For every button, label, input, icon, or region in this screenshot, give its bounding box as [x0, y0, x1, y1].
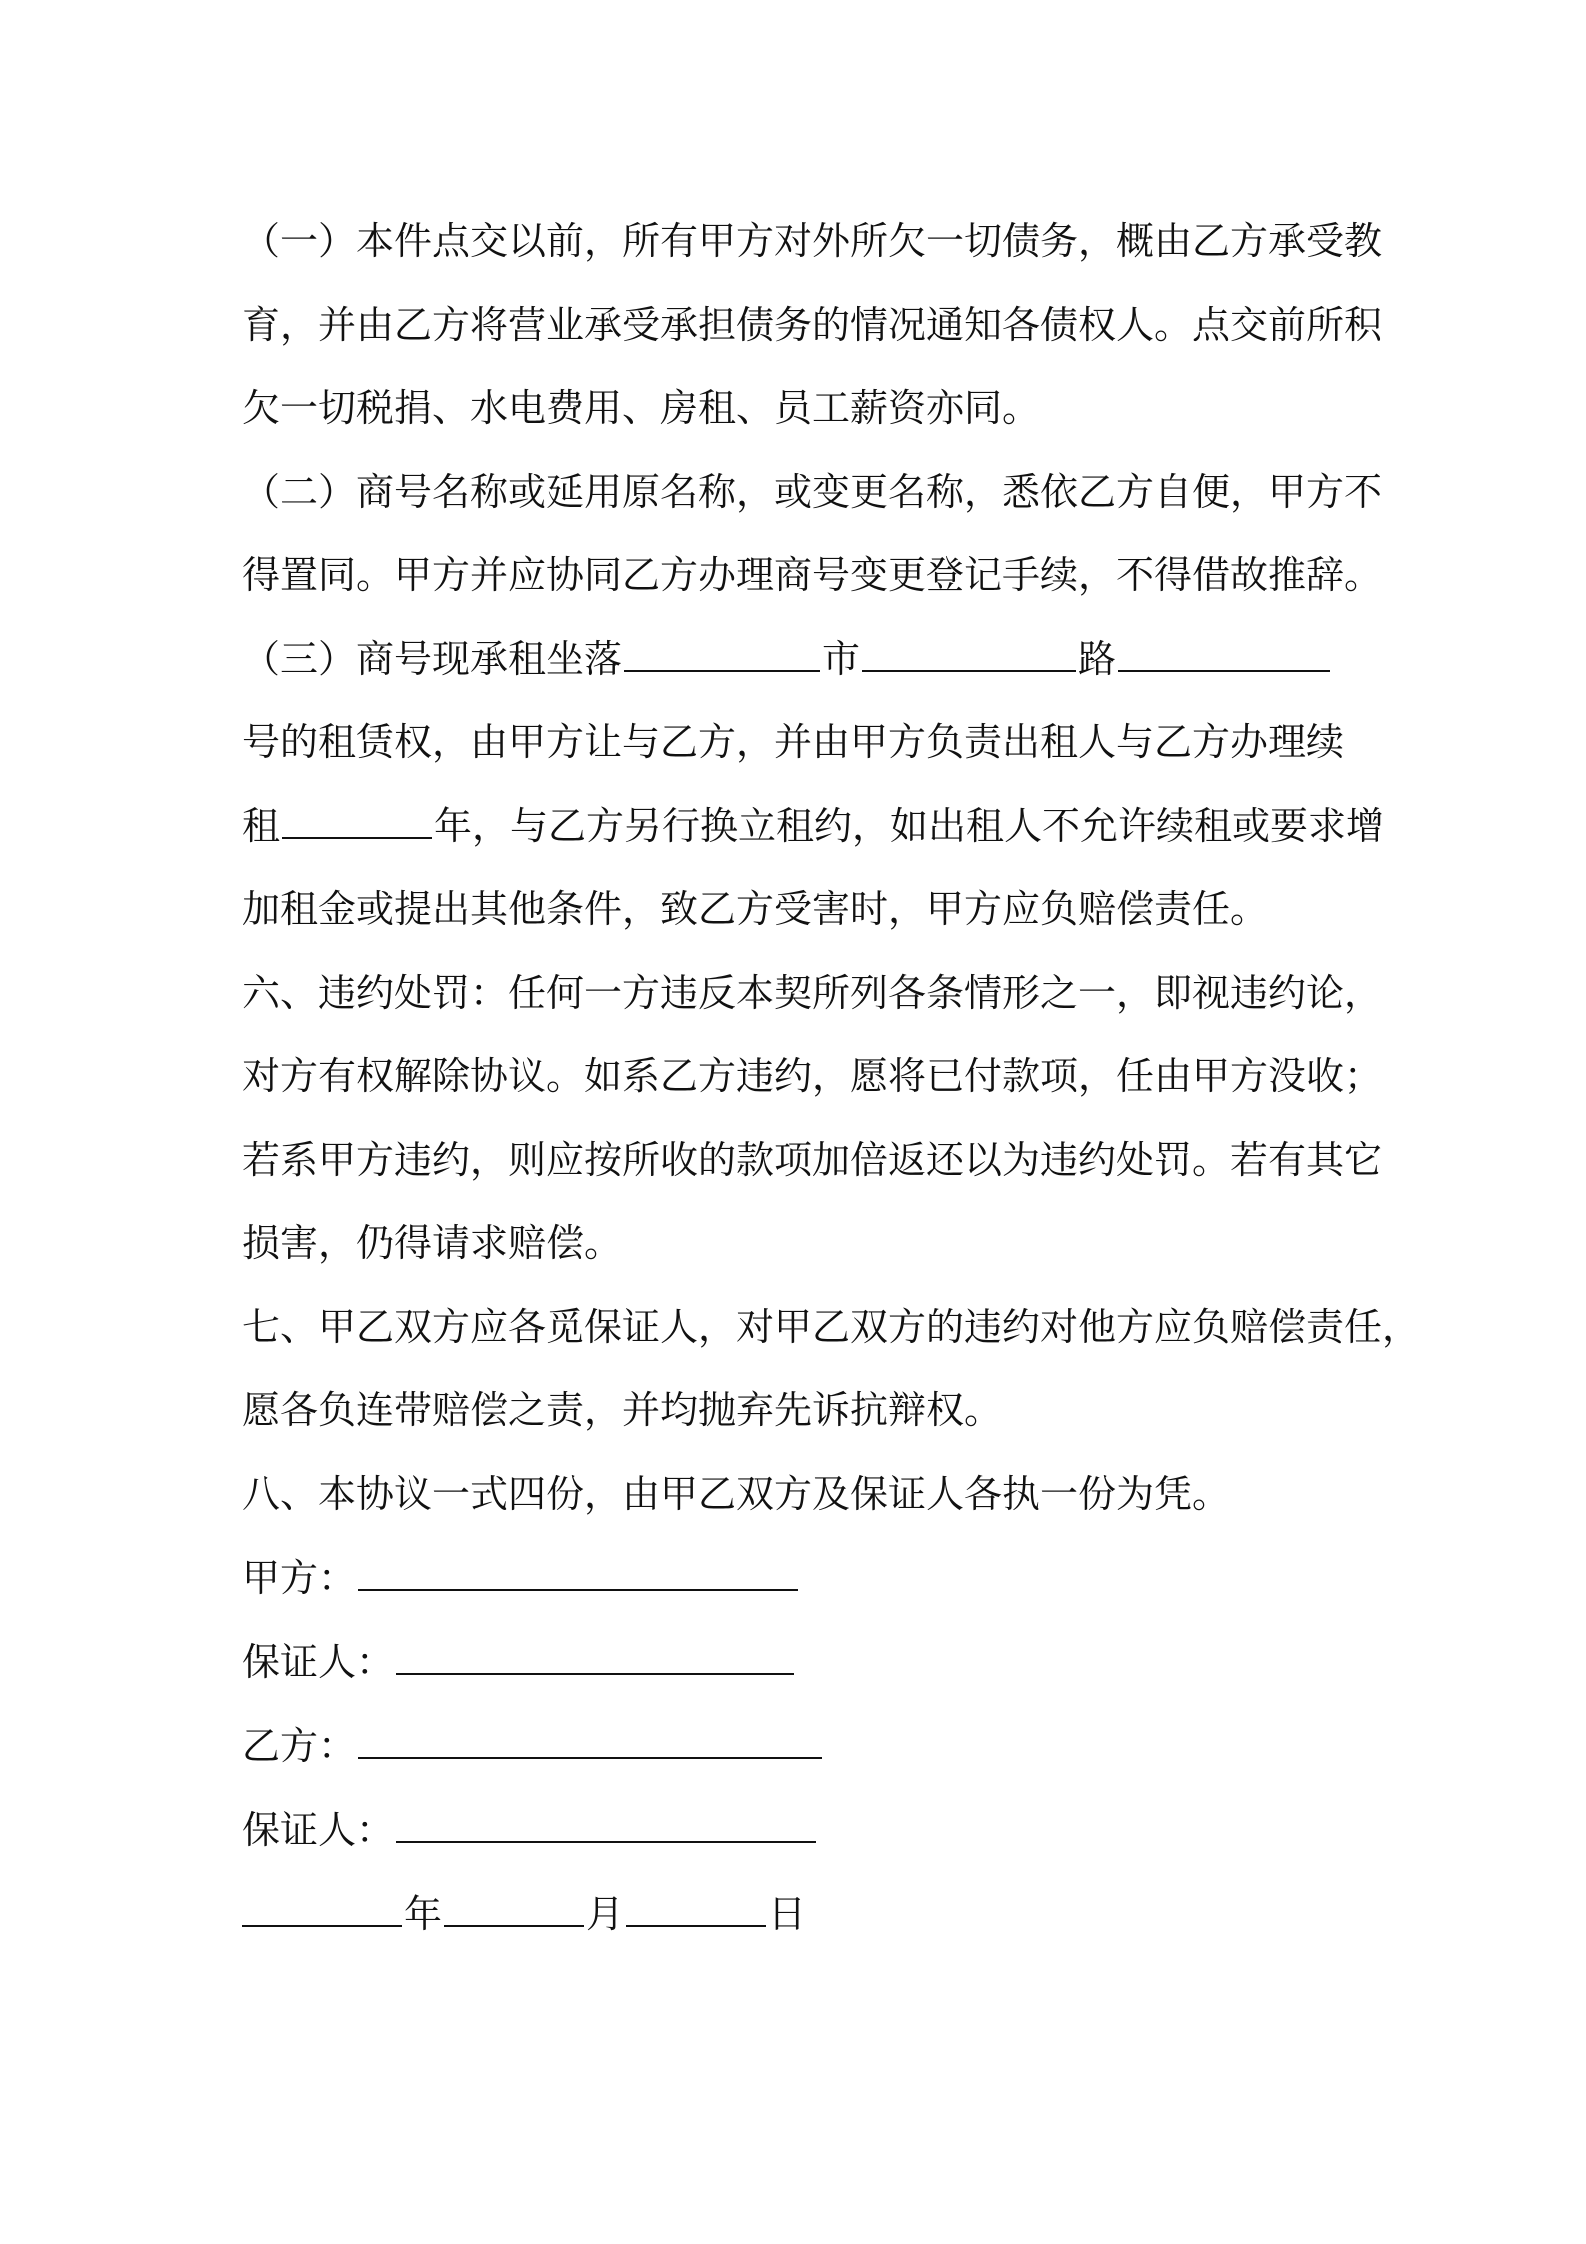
clause-7-line-2: 愿各负连带赔偿之责，并均抛弃先诉抗辩权。 — [242, 1388, 1003, 1432]
number-blank — [1118, 640, 1330, 672]
clause-6-line-3: 若系甲方违约，则应按所收的款项加倍返还以为违约处罚。若有其它 — [242, 1137, 1383, 1182]
guarantor-a-label: 保证人： — [242, 1640, 395, 1684]
guarantor-b-label: 保证人： — [242, 1808, 395, 1852]
month-label: 月 — [586, 1892, 625, 1936]
road-blank — [862, 640, 1076, 672]
year-blank[interactable] — [242, 1895, 402, 1927]
party-a-label: 甲方： — [242, 1556, 357, 1600]
city-blank — [624, 640, 820, 672]
day-label: 日 — [768, 1892, 807, 1936]
guarantor-b-signature — [242, 1788, 1362, 1872]
guarantor-b-blank[interactable] — [396, 1811, 816, 1843]
guarantor-a-blank[interactable] — [396, 1643, 794, 1675]
contract-page — [242, 200, 1421, 1956]
party-a-signature — [242, 1536, 1362, 1620]
clause-6-line-4: 损害，仍得请求赔偿。 — [242, 1221, 623, 1265]
clause-6-line-2: 对方有权解除协议。如系乙方违约，愿将已付款项，任由甲方没收； — [242, 1054, 1383, 1098]
guarantor-a-signature — [242, 1620, 1362, 1704]
date-line — [242, 1872, 1362, 1956]
party-b-label: 乙方： — [242, 1724, 357, 1768]
city-label: 市 — [822, 636, 861, 681]
clause-8-line-1: 八、本协议一式四份，由甲乙双方及保证人各执一份为凭。 — [242, 1471, 1231, 1516]
clause-3-line-3 — [242, 785, 1385, 869]
year-label: 年 — [404, 1892, 443, 1936]
clause-1-line-2: 育，并由乙方将营业承受承担债务的情况通知各债权人。点交前所积 — [242, 302, 1383, 347]
clause-2-line-1: （二）商号名称或延用原名称，或变更名称，悉依乙方自便，甲方不 — [242, 469, 1383, 514]
clause-2-line-2: 得置同。甲方并应协同乙方办理商号变更登记手续，不得借故推辞。 — [242, 553, 1383, 597]
clause-3-zu: 租 — [242, 803, 281, 848]
day-blank[interactable] — [626, 1895, 766, 1927]
clause-7-line-1: 七、甲乙双方应各觅保证人，对甲乙双方的违约对他方应负赔偿责任， — [242, 1304, 1421, 1349]
clause-1-line-1: （一）本件点交以前，所有甲方对外所欠一切债务，概由乙方承受教 — [242, 219, 1383, 263]
month-blank[interactable] — [444, 1895, 584, 1927]
years-blank — [282, 807, 432, 839]
clause-3-line-4: 加租金或提出其他条件，致乙方受害时，甲方应负赔偿责任。 — [242, 887, 1269, 931]
clause-6-line-1: 六、违约处罚：任何一方违反本契所列各条情形之一，即视违约论， — [242, 970, 1383, 1015]
party-b-blank[interactable] — [358, 1727, 822, 1759]
party-a-blank[interactable] — [358, 1559, 798, 1591]
clause-3-prefix: （三）商号现承租坐落 — [242, 636, 623, 681]
clause-3-line-1 — [242, 618, 1362, 702]
clause-1-line-3: 欠一切税捐、水电费用、房租、员工薪资亦同。 — [242, 386, 1041, 430]
clause-3-years-text: 年，与乙方另行换立租约，如出租人不允许续租或要求增 — [434, 803, 1385, 848]
party-b-signature — [242, 1704, 1362, 1788]
road-label: 路 — [1078, 636, 1117, 681]
clause-3-line-2: 号的租赁权，由甲方让与乙方，并由甲方负责出租人与乙方办理续 — [242, 720, 1345, 764]
